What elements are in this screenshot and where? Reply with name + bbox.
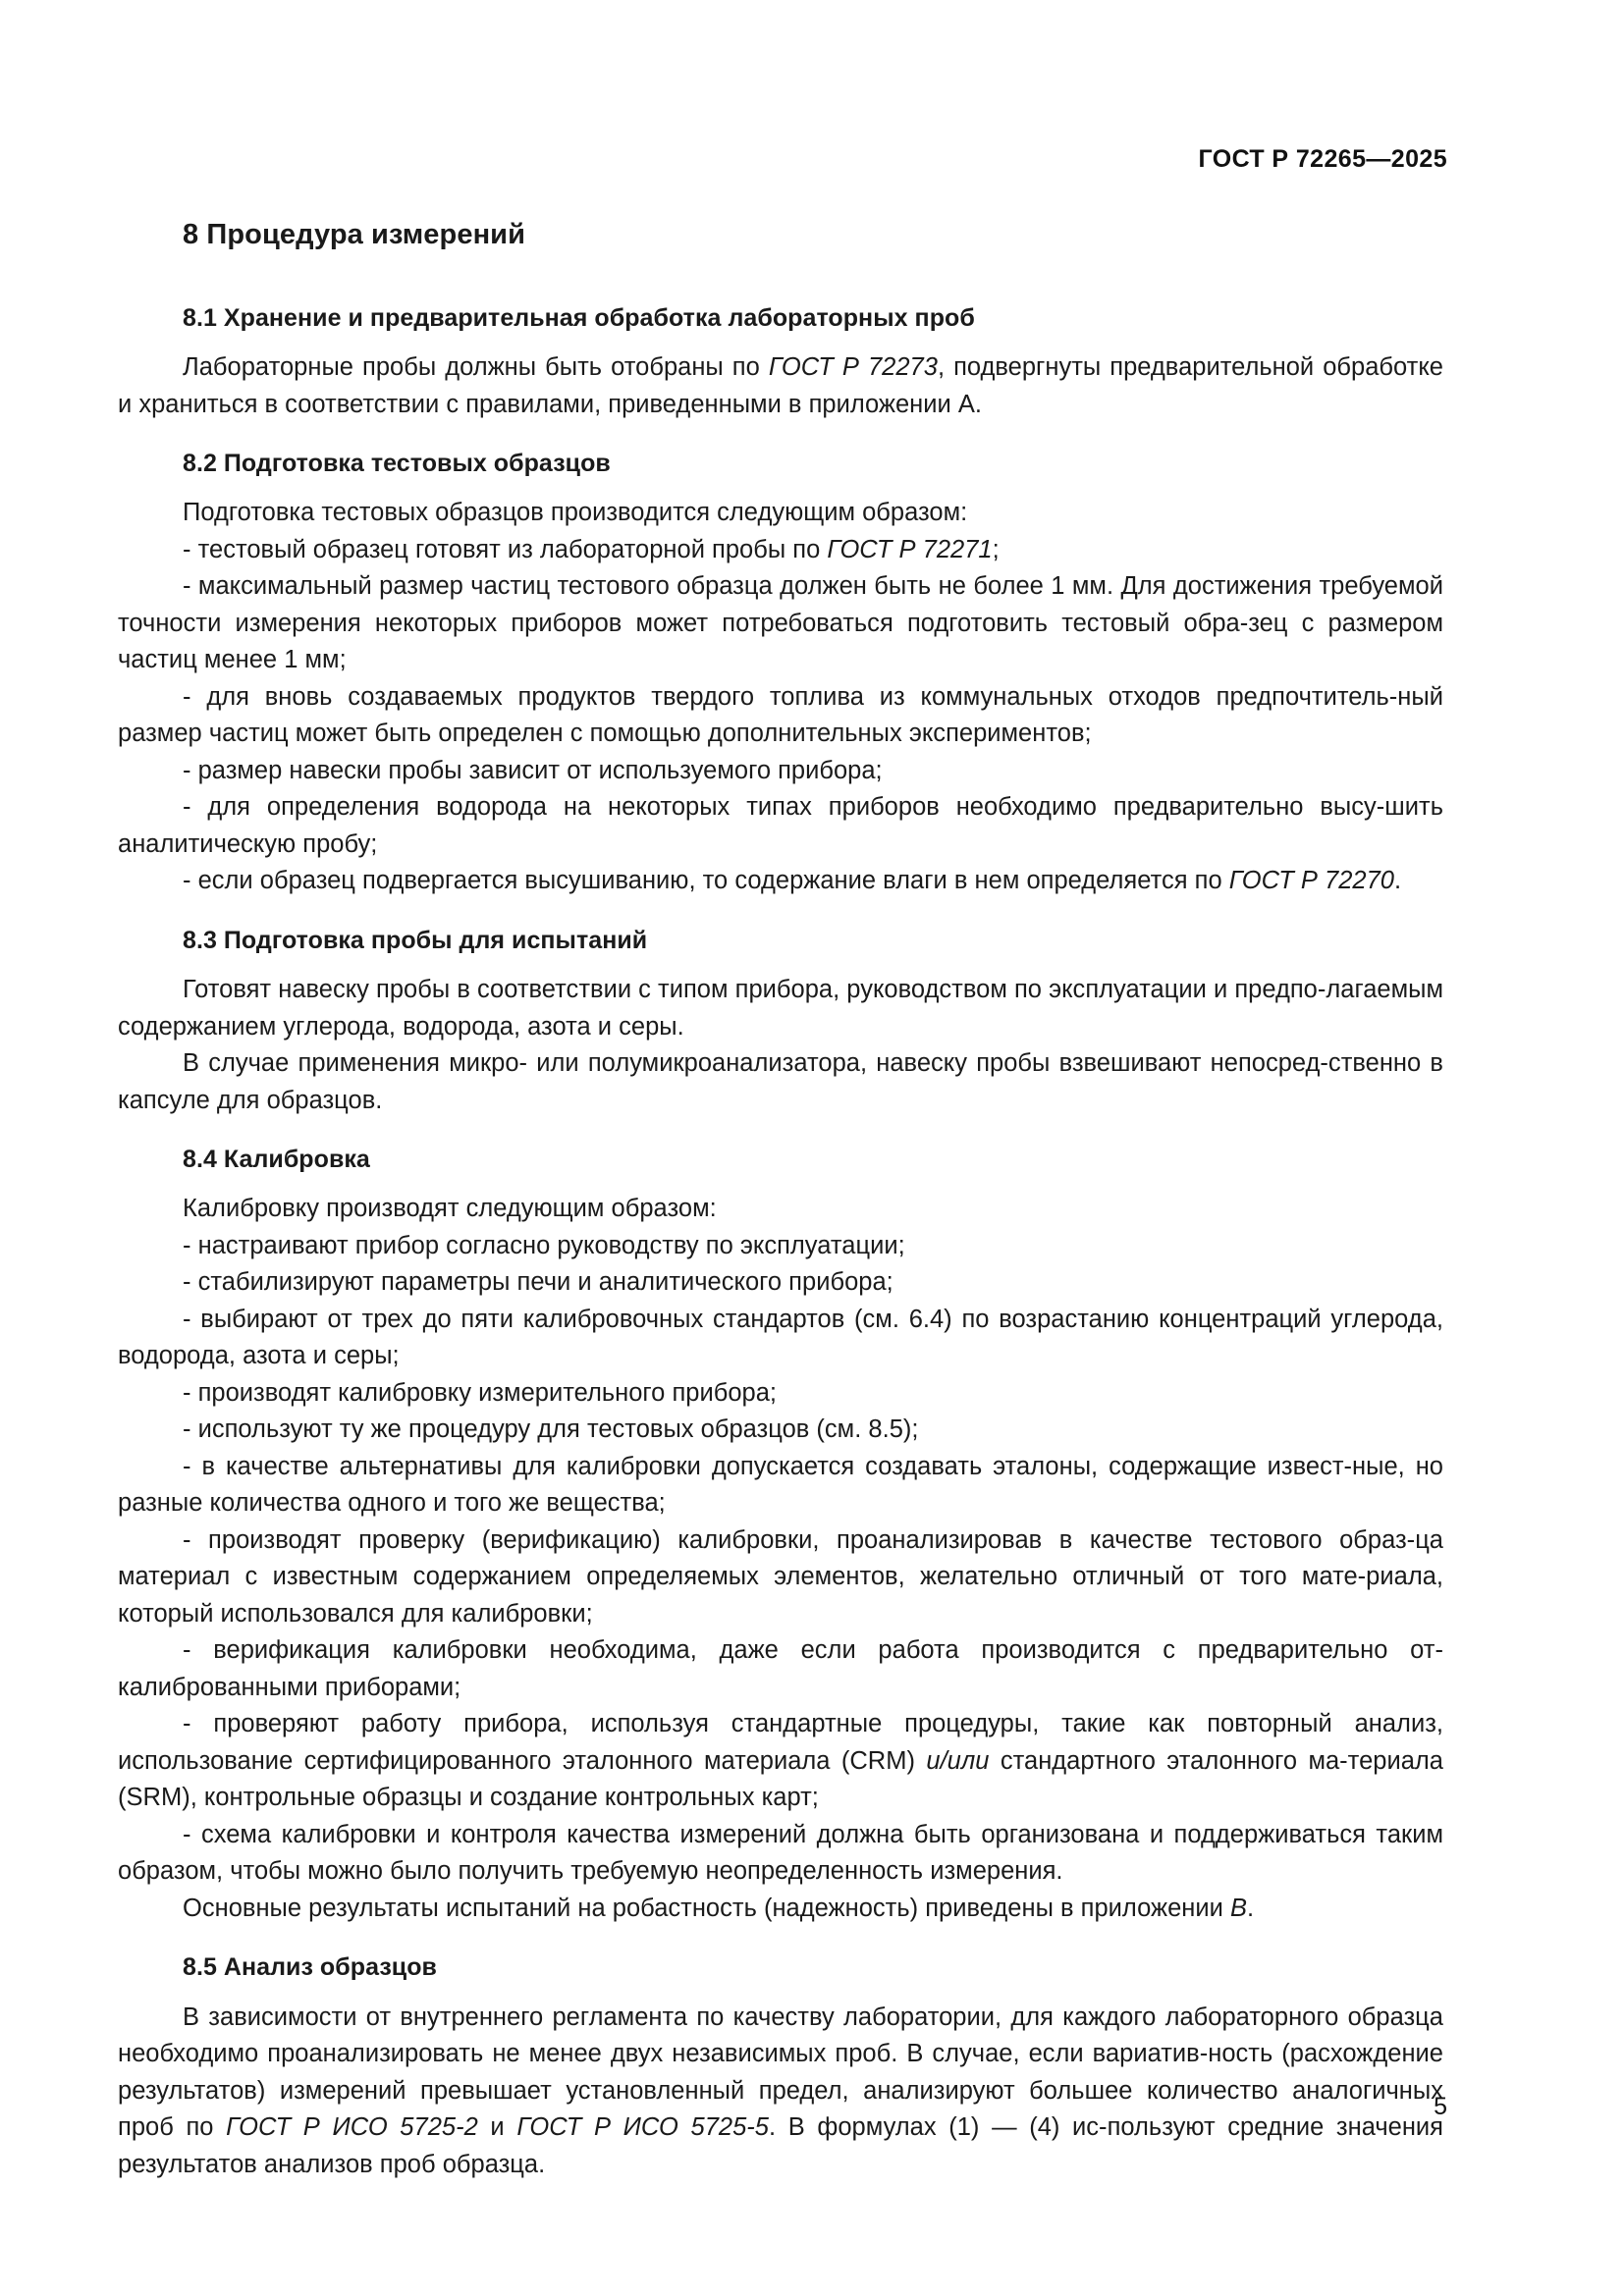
paragraph-8-5-1 (118, 2000, 1443, 2184)
section-heading-8-4: 8.4 Калибровка (183, 1146, 370, 1174)
annex-reference: В (1229, 1894, 1247, 1922)
list-item-8-4-1: - настраивают прибор согласно руководству по эксплуатации; (183, 1231, 905, 1259)
standard-reference: ГОСТ Р ИСО 5725-2 (226, 2113, 478, 2142)
running-header-standard-number: ГОСТ Р 72265—2025 (1198, 145, 1447, 173)
chapter-heading: 8 Процедура измерений (183, 219, 526, 250)
text-run: Лабораторные пробы должны быть отобраны по (183, 353, 769, 382)
text-column (118, 218, 1443, 2183)
paragraph-8-1-1 (118, 349, 1443, 423)
section-heading-8-3: 8.3 Подготовка пробы для испытаний (183, 926, 648, 954)
list-item-8-4-4: - производят калибровку измерительного прибора; (183, 1378, 778, 1407)
paragraph-8-2-lead: Подготовка тестовых образцов производится следующим образом: (183, 499, 968, 527)
paragraph-8-4-closing (118, 1891, 1443, 1928)
list-item-8-4-7: - производят проверку (верификацию) калибровки, проанализировав в качестве тестового образ-ца материал с известным содержанием определяемых элементов, желательно отличный от того мате-риала, который использовался для калибровки; (118, 1525, 1443, 1628)
list-item-8-2-2: - максимальный размер частиц тестового образца должен быть не более 1 мм. Для достижения требуемой точности измерения некоторых приборов может потребоваться подготовить тестовый обра-зец с размером частиц менее 1 мм; (118, 572, 1443, 674)
text-run: . В формулах (1) — (4) ис-пользуют средние значения результатов анализов проб образца. (118, 2113, 1443, 2178)
list-item-8-4-8: - верификация калибровки необходима, даже если работа производится с предварительно от-калиброванными приборами; (118, 1636, 1443, 1701)
text-run: - тестовый образец готовят из лабораторной пробы по (183, 535, 828, 563)
emphasis-run: и/или (926, 1746, 990, 1775)
section-heading-8-2: 8.2 Подготовка тестовых образцов (183, 450, 611, 478)
text-run: - проверяют работу прибора, используя стандартные процедуры, такие как повторный анализ, использование сертифицированного эталонного материала (CRM) (118, 1710, 1443, 1775)
text-run: , подвергнуты предварительной обработке и храниться в соответствии с правилами, приведенными в приложении А. (118, 353, 1443, 418)
list-item-8-4-6: - в качестве альтернативы для калибровки допускается создавать эталоны, содержащие извест-ные, но разные количества одного и того же вещества; (118, 1452, 1443, 1518)
page-number: 5 (1434, 2093, 1447, 2120)
list-item-8-2-5: - для определения водорода на некоторых типах приборов необходимо предварительно высу-шить аналитическую пробу; (118, 793, 1443, 858)
standard-reference: ГОСТ Р 72273 (768, 353, 938, 382)
list-item-8-2-4: - размер навески пробы зависит от используемого прибора; (183, 756, 883, 784)
list-item-8-4-10: - схема калибровки и контроля качества измерений должна быть организована и поддерживаться таким образом, чтобы можно было получить требуемую неопределенность измерения. (118, 1820, 1443, 1886)
paragraph-8-3-2: В случае применения микро- или полумикроанализатора, навеску пробы взвешивают непосред-ственно в капсуле для образцов. (118, 1049, 1443, 1114)
standard-reference: ГОСТ Р 72270 (1228, 867, 1394, 895)
list-item-8-4-9 (118, 1706, 1443, 1817)
standard-reference: ГОСТ Р 72271 (827, 535, 993, 563)
list-item-8-2-3: - для вновь создаваемых продуктов твердого топлива из коммунальных отходов предпочтитель-ный размер частиц может быть определен с помощью дополнительных экспериментов; (118, 682, 1443, 748)
text-run: стандартного эталонного ма-териала (SRM), контрольные образцы и создание контрольных карт; (118, 1746, 1443, 1812)
list-item-8-4-3: - выбирают от трех до пяти калибровочных стандартов (см. 6.4) по возрастанию концентраций углерода, водорода, азота и серы; (118, 1305, 1443, 1370)
section-heading-8-5: 8.5 Анализ образцов (183, 1953, 437, 1982)
paragraph-8-3-1: Готовят навеску пробы в соответствии с типом прибора, руководством по эксплуатации и предпо-лагаемым содержанием углерода, водорода, азота и серы. (118, 976, 1443, 1041)
list-item-8-4-2: - стабилизируют параметры печи и аналитического прибора; (183, 1268, 893, 1297)
text-run: Основные результаты испытаний на робастность (надежность) приведены в приложении (183, 1894, 1230, 1922)
list-item-8-2-6 (118, 863, 1443, 900)
text-run: . (1393, 867, 1402, 895)
standard-reference: ГОСТ Р ИСО 5725-5 (516, 2113, 769, 2142)
text-run: - если образец подвергается высушиванию, то содержание влаги в нем определяется по (183, 867, 1229, 895)
section-heading-8-1: 8.1 Хранение и предварительная обработка лабораторных проб (183, 303, 975, 332)
text-run: . (1247, 1894, 1255, 1922)
text-run: ; (992, 535, 1000, 563)
list-item-8-4-5: - используют ту же процедуру для тестовых образцов (см. 8.5); (183, 1415, 919, 1444)
paragraph-8-4-lead: Калибровку производят следующим образом: (183, 1195, 717, 1223)
text-run: В зависимости от внутреннего регламента по качеству лаборатории, для каждого лабораторного образца необходимо проанализировать не менее двух независимых проб. В случае, если вариатив-ность (расхождение результатов) измерений превышает установленный предел, анализируют большее количество аналогичных проб по (118, 2002, 1443, 2142)
list-item-8-2-1 (118, 532, 1443, 569)
text-run: и (477, 2113, 517, 2142)
